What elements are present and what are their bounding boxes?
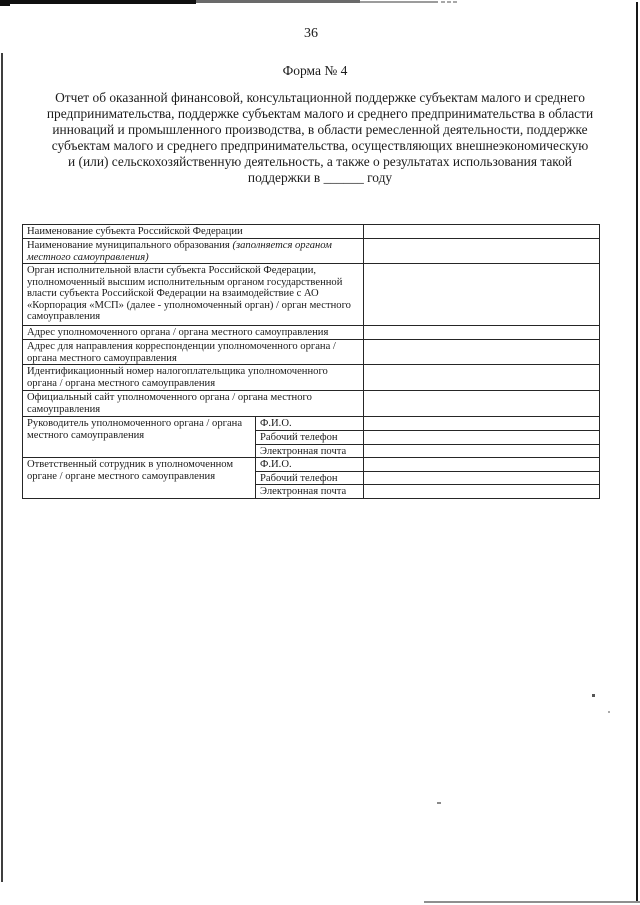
report-title-line: Отчет об оказанной финансовой, консультационной поддержке субъектам малого и среднего	[55, 90, 585, 105]
scan-speck	[453, 1, 457, 3]
table-row	[23, 417, 600, 431]
value-cell	[364, 485, 600, 499]
value-cell	[364, 225, 600, 239]
table-row	[23, 239, 600, 264]
value-cell	[364, 326, 600, 340]
row-label	[23, 239, 364, 264]
value-cell	[364, 239, 600, 264]
row-label-note: (заполняется органом местного самоуправления)	[27, 240, 332, 263]
row-label: Идентификационный номер налогоплательщика уполномоченного органа / органа местного самоуправления	[23, 365, 364, 391]
report-title-line: поддержки в ______ году	[247, 170, 393, 185]
scan-edge-left	[1, 53, 3, 882]
report-title-line: и (или) сельскохозяйственную деятельность, а также о результатах использования такой	[68, 154, 572, 169]
row-label: Адрес уполномоченного органа / органа местного самоуправления	[23, 326, 364, 340]
scan-speck	[441, 1, 445, 3]
page-number: 36	[304, 26, 318, 41]
value-cell	[364, 444, 600, 458]
value-cell	[364, 391, 600, 417]
field-label: Ф.И.О.	[256, 417, 364, 431]
field-label: Электронная почта	[256, 444, 364, 458]
table-row	[23, 326, 600, 340]
scan-edge-bottom	[424, 901, 640, 903]
table-row	[23, 391, 600, 417]
scan-speck	[608, 711, 610, 713]
value-cell	[364, 365, 600, 391]
value-cell	[364, 264, 600, 326]
row-label-text: Наименование муниципального образования	[27, 240, 233, 251]
scan-edge-top	[196, 0, 360, 3]
row-label: Официальный сайт уполномоченного органа / органа местного самоуправления	[23, 391, 364, 417]
scan-edge-top	[0, 0, 196, 4]
report-title-line: инноваций и промышленного производства, в области ремесленной деятельности, поддержке	[52, 122, 588, 137]
report-title-line: предпринимательства, поддержке субъектам малого и среднего предпринимательства в области	[46, 106, 594, 121]
row-label: Ответственный сотрудник в уполномоченном органе / органе местного самоуправления	[23, 458, 256, 499]
table-row	[23, 458, 600, 472]
row-label: Наименование субъекта Российской Федерации	[23, 225, 364, 239]
row-label: Орган исполнительной власти субъекта Российской Федерации, уполномоченный высшим исполнительным органом государственной власти субъекта Российской Федерации на взаимодействие с АО «Корпорация «МСП» (далее - уполномоченный орган) / орган местного самоуправления	[23, 264, 364, 326]
row-label: Руководитель уполномоченного органа / органа местного самоуправления	[23, 417, 256, 458]
value-cell	[364, 431, 600, 445]
field-label: Рабочий телефон	[256, 471, 364, 485]
table-row	[23, 365, 600, 391]
scan-edge-right	[636, 2, 638, 903]
scan-speck	[437, 802, 441, 804]
value-cell	[364, 458, 600, 472]
scan-speck	[592, 694, 595, 697]
scan-speck	[447, 1, 451, 3]
value-cell	[364, 471, 600, 485]
table-row	[23, 264, 600, 326]
table-row	[23, 225, 600, 239]
field-label: Электронная почта	[256, 485, 364, 499]
field-label: Ф.И.О.	[256, 458, 364, 472]
scan-edge-top	[0, 0, 10, 6]
table-row	[23, 340, 600, 365]
scan-edge-top	[360, 1, 438, 3]
field-label: Рабочий телефон	[256, 431, 364, 445]
row-label: Адрес для направления корреспонденции уполномоченного органа / органа местного самоуправления	[23, 340, 364, 365]
report-header-table	[22, 224, 600, 499]
report-title	[25, 90, 615, 186]
report-title-line: субъектам малого и среднего предпринимательства, осуществляющих внешнеэкономическую	[51, 138, 589, 153]
value-cell	[364, 417, 600, 431]
value-cell	[364, 340, 600, 365]
form-number-title: Форма № 4	[282, 63, 348, 78]
